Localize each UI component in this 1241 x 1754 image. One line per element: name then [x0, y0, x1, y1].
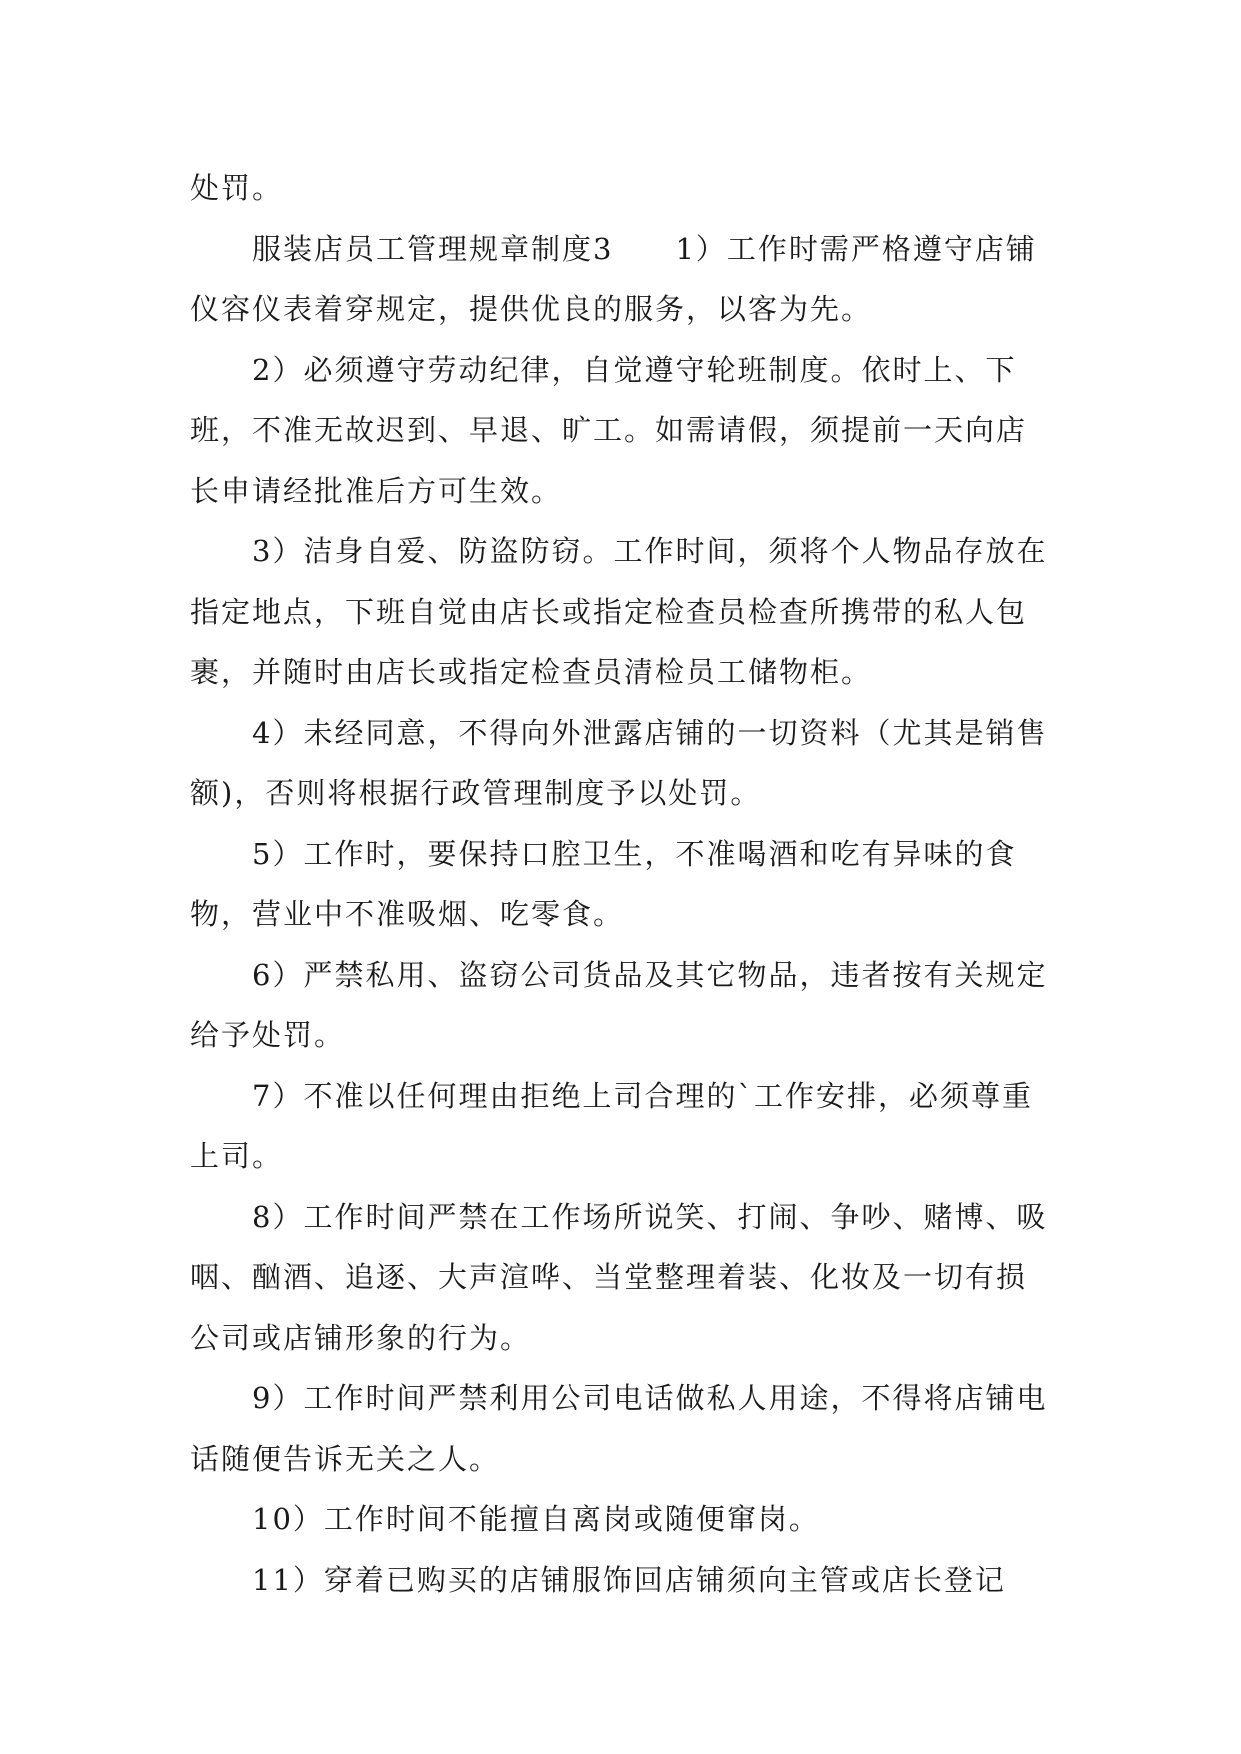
paragraph-rule-3: 3）洁身自爱、防盗防窃。工作时间，须将个人物品存放在指定地点，下班自觉由店长或指定检查员检查所携带的私人包裹，并随时由店长或指定检查员清检员工储物柜。 — [190, 534, 1048, 689]
paragraph-title-rule-1: 服装店员工管理规章制度3 1）工作时需严格遵守店铺仪容仪表着穿规定，提供优良的服务，以客为先。 — [190, 231, 1037, 326]
paragraph-rule-4: 4）未经同意，不得向外泄露店铺的一切资料（尤其是销售额)，否则将根据行政管理制度予以处罚。 — [190, 715, 1048, 810]
paragraph-rule-7: 7）不准以任何理由拒绝上司合理的`工作安排，必须尊重上司。 — [190, 1078, 1033, 1173]
document-body — [190, 158, 1050, 1610]
paragraph-rule-11: 11）穿着已购买的店铺服饰回店铺须向主管或店长登记 — [252, 1562, 1006, 1597]
paragraph-rule-6: 6）严禁私用、盗窃公司货品及其它物品，违者按有关规定给予处罚。 — [190, 957, 1048, 1052]
paragraph-rule-2: 2）必须遵守劳动纪律，自觉遵守轮班制度。依时上、下班，不准无故迟到、早退、旷工。如需请假，须提前一天向店长申请经批准后方可生效。 — [190, 352, 1028, 508]
paragraph-rule-8: 8）工作时间严禁在工作场所说笑、打闹、争吵、赌博、吸咽、酗酒、追逐、大声渲哗、当堂整理着装、化妆及一切有损公司或店铺形象的行为。 — [190, 1199, 1048, 1355]
paragraph-rule-5: 5）工作时，要保持口腔卫生，不准喝酒和吃有异味的食物，营业中不准吸烟、吃零食。 — [190, 836, 1017, 931]
paragraph-continuation: 处罚。 — [190, 171, 284, 205]
paragraph-rule-10: 10）工作时间不能擅自离岗或随便窜岗。 — [252, 1502, 820, 1536]
paragraph-rule-9: 9）工作时间严禁利用公司电话做私人用途，不得将店铺电话随便告诉无关之人。 — [190, 1381, 1048, 1476]
